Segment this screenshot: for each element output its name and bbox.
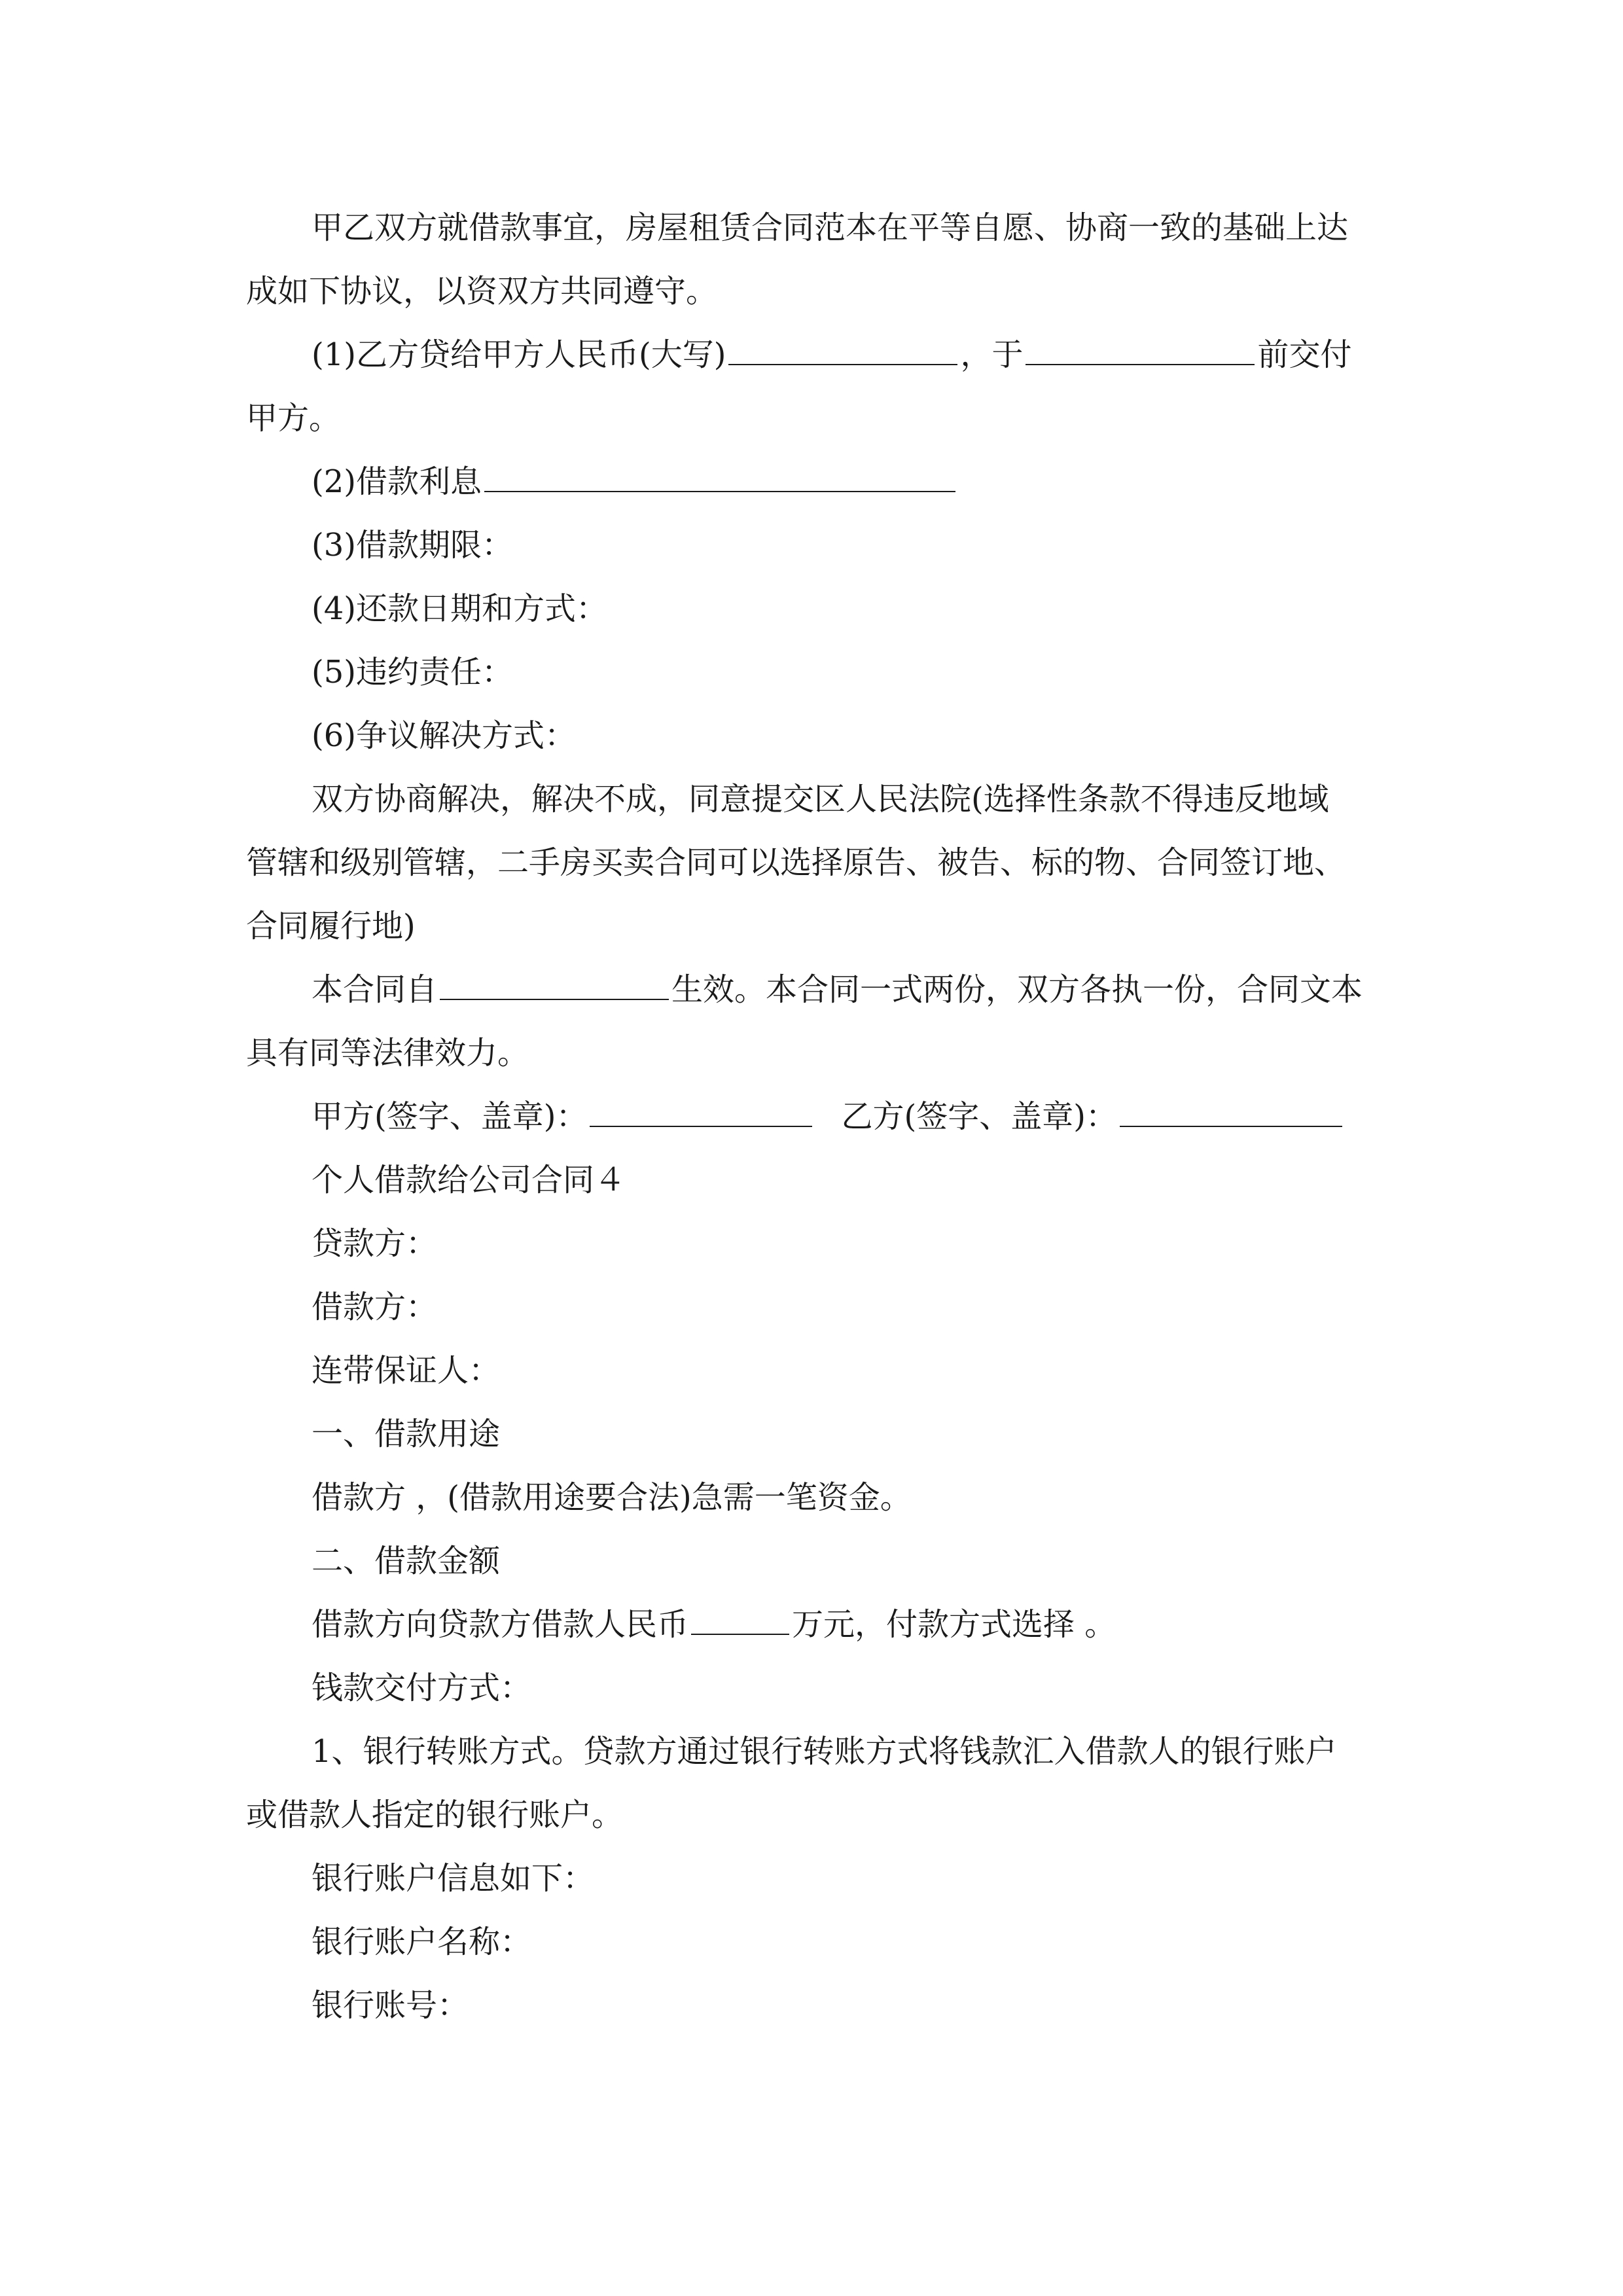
- clause-1-text-c: 前交付: [1257, 336, 1352, 373]
- blank-party-b-signature: [1120, 1086, 1342, 1127]
- party-b-signature-label: 乙方(签字、盖章)：: [841, 1098, 1117, 1135]
- dispute-line-1: 双方协商解决，解决不成，同意提交区人民法院(选择性条款不得违反地域: [312, 781, 1329, 817]
- dispute-line-2: 管辖和级别管辖，二手房买卖合同可以选择原告、被告、标的物、合同签订地、: [246, 844, 1346, 881]
- blank-amount-wan-field: [691, 1594, 789, 1635]
- effective-text-b: 生效。本合同一式两份，双方各执一份，合同文本: [671, 971, 1363, 1008]
- blank-amount-field: [728, 325, 957, 365]
- clause-2-text: (2)借款利息: [312, 463, 482, 500]
- effective-line-1: [246, 958, 1378, 1022]
- effective-line-2: 具有同等法律效力。: [246, 1035, 529, 1071]
- effective-text-a: 本合同自: [312, 971, 438, 1008]
- clause-1-text-b: ，于: [960, 336, 1024, 373]
- clause-1-line: [246, 323, 1378, 387]
- signature-line: [246, 1085, 1378, 1149]
- clause-1-continued: 甲方。: [246, 400, 341, 437]
- section-1-body: 借款方 ，(借款用途要合法)急需一笔资金。: [312, 1479, 912, 1516]
- guarantor-label: 连带保证人：: [312, 1352, 501, 1389]
- contract-title: 个人借款给公司合同４: [312, 1162, 626, 1198]
- bank-account-name-label: 银行账户名称：: [312, 1924, 532, 1960]
- clause-6: (6)争议解决方式：: [312, 717, 576, 754]
- dispute-line-3: 合同履行地): [246, 908, 416, 944]
- blank-interest-field: [484, 452, 955, 492]
- party-a-signature-label: 甲方(签字、盖章)：: [312, 1098, 588, 1135]
- paragraph-intro-2: 成如下协议，以资双方共同遵守。: [246, 273, 718, 310]
- section-2-title: 二、借款金额: [312, 1543, 501, 1579]
- paragraph-intro-1: 甲乙双方就借款事宜，房屋租赁合同范本在平等自愿、协商一致的基础上达: [312, 209, 1349, 246]
- blank-effective-date-field: [440, 960, 669, 1000]
- borrower-label: 借款方：: [312, 1289, 438, 1325]
- clause-4: (4)还款日期和方式：: [312, 590, 607, 627]
- bank-transfer-line-1: 1、银行转账方式。贷款方通过银行转账方式将钱款汇入借款人的银行账户: [312, 1733, 1337, 1770]
- amount-text-b: 万元，付款方式选择 。: [792, 1606, 1116, 1643]
- section-1-title: 一、借款用途: [312, 1416, 501, 1452]
- blank-date-field: [1026, 325, 1255, 365]
- clause-3: (3)借款期限：: [312, 527, 513, 564]
- bank-info-label: 银行账户信息如下：: [312, 1860, 595, 1897]
- amount-text-a: 借款方向贷款方借款人民币: [312, 1606, 689, 1643]
- clause-2-line: [246, 450, 1378, 514]
- clause-1-text-a: (1)乙方贷给甲方人民币(大写): [312, 336, 726, 373]
- payment-method-label: 钱款交付方式：: [312, 1670, 532, 1706]
- blank-party-a-signature: [590, 1086, 812, 1127]
- lender-label: 贷款方：: [312, 1225, 438, 1262]
- document-body: [246, 196, 1378, 2037]
- bank-transfer-line-2: 或借款人指定的银行账户。: [246, 1797, 624, 1833]
- clause-5: (5)违约责任：: [312, 654, 513, 691]
- amount-line: [246, 1593, 1378, 1657]
- bank-account-number-label: 银行账号：: [312, 1987, 469, 2024]
